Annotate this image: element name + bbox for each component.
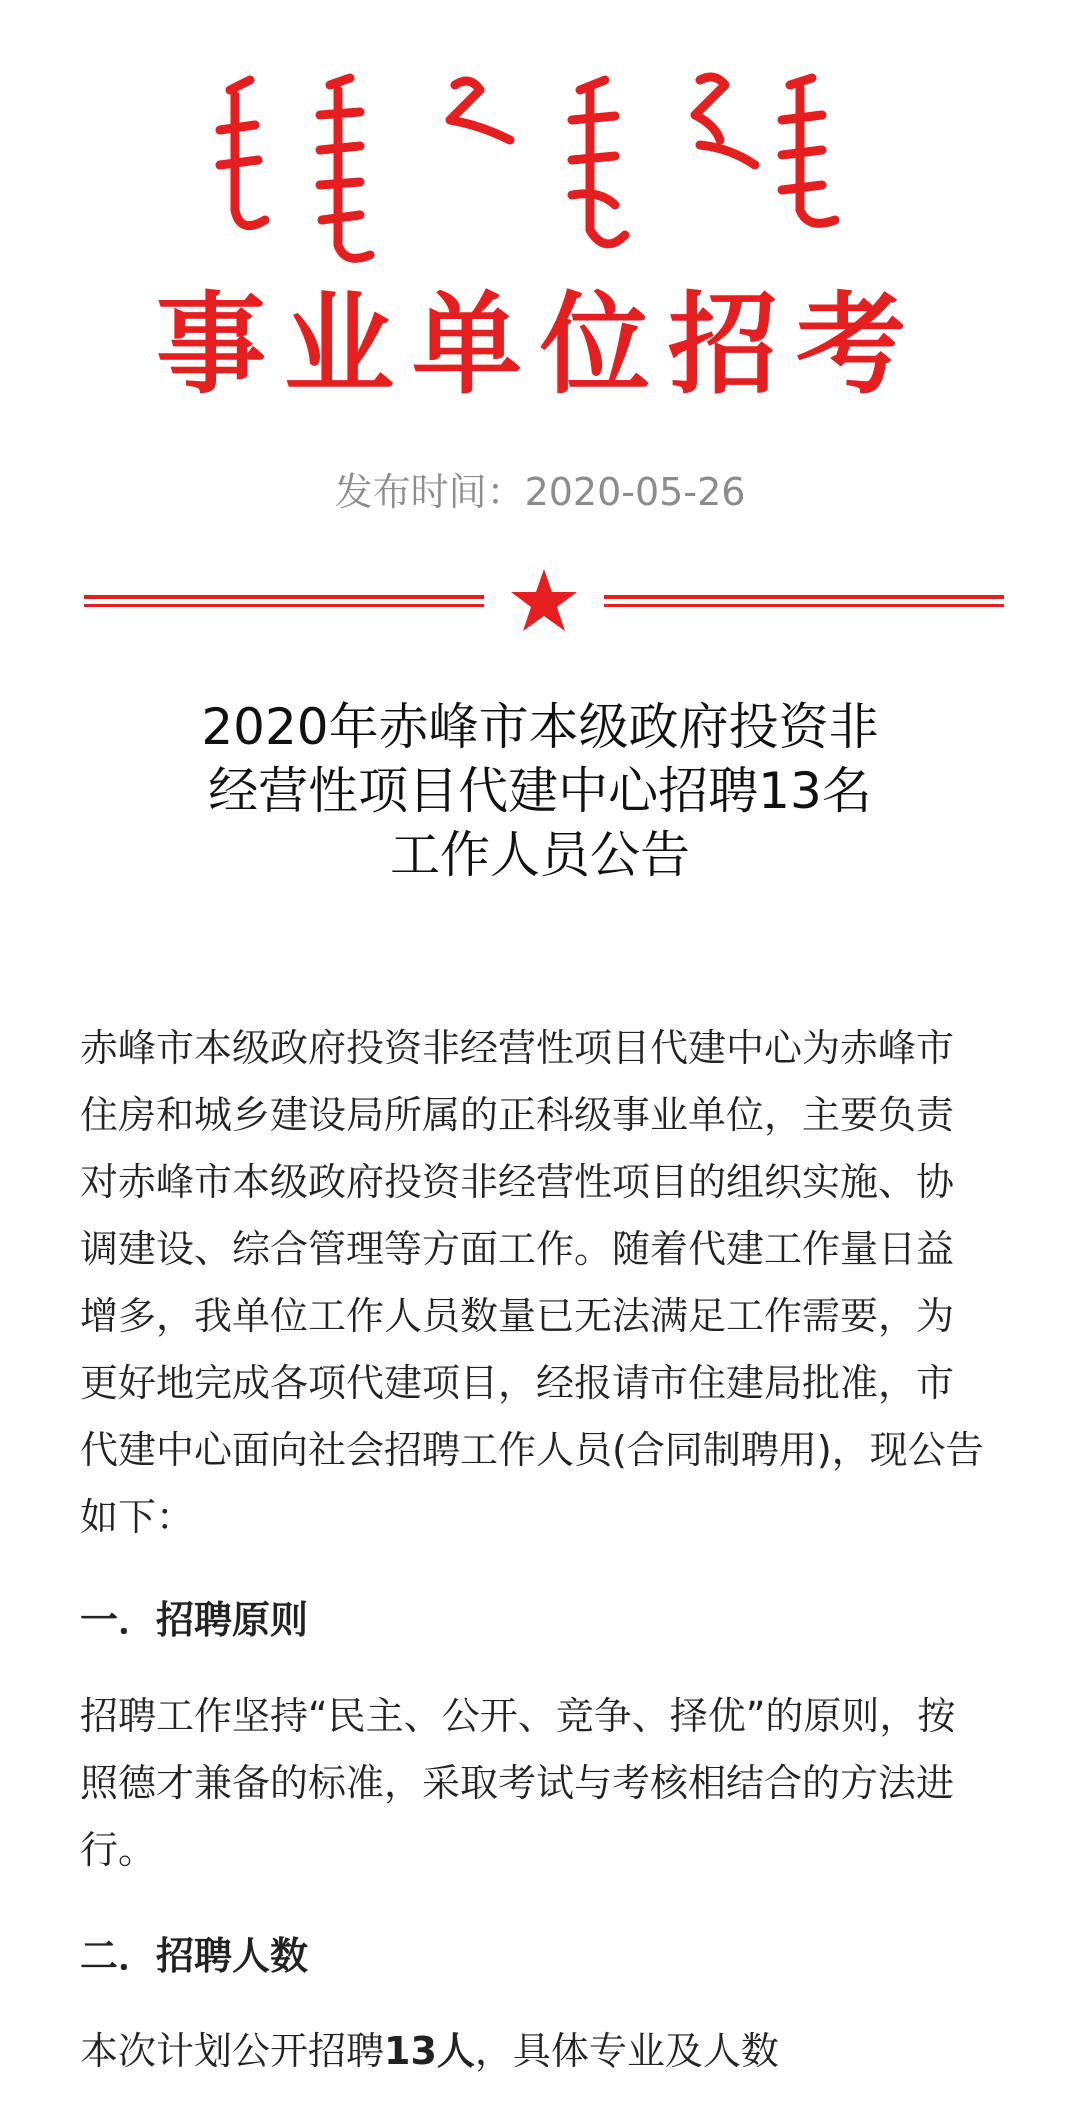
headcount-paragraph <box>80 2018 1010 2085</box>
mongolian-script-icon <box>210 70 870 270</box>
principles-line: 照德才兼备的标准，采取考试与考核相结合的方法进 <box>80 1761 955 1805</box>
headcount-suffix: ，具体专业及人数 <box>474 2029 779 2073</box>
banner-title: 事业单位招考 <box>156 280 924 409</box>
intro-paragraph <box>80 1015 1010 1551</box>
article-title <box>120 695 960 887</box>
principles-line: 行。 <box>80 1828 157 1872</box>
intro-line: 住房和城乡建设局所属的正科级事业单位，主要负责 <box>80 1093 955 1137</box>
star-icon <box>511 569 577 631</box>
article-title-line: 经营性项目代建中心招聘13名 <box>208 762 872 820</box>
section-heading-principles: 一．招聘原则 <box>80 1598 309 1642</box>
star-divider <box>84 565 1004 635</box>
article-title-line: 2020年赤峰市本级政府投资非 <box>201 698 879 756</box>
intro-line: 调建设、综合管理等方面工作。随着代建工作量日益 <box>80 1227 955 1271</box>
section-heading-headcount: 二．招聘人数 <box>80 1934 309 1978</box>
headcount-number: 13人 <box>384 2029 475 2073</box>
intro-line: 赤峰市本级政府投资非经营性项目代建中心为赤峰市 <box>80 1026 955 1070</box>
headcount-line <box>80 2018 1010 2085</box>
publish-time: 发布时间：2020-05-26 <box>334 470 746 514</box>
article-title-line: 工作人员公告 <box>390 826 690 884</box>
intro-line: 更好地完成各项代建项目，经报请市住建局批准，市 <box>80 1361 955 1405</box>
principles-line: 招聘工作坚持“民主、公开、竞争、择优”的原则，按 <box>80 1694 956 1738</box>
headcount-prefix: 本次计划公开招聘 <box>80 2029 385 2073</box>
principles-paragraph <box>80 1683 1010 1884</box>
intro-line: 如下： <box>80 1495 195 1539</box>
intro-line: 代建中心面向社会招聘工作人员(合同制聘用)，现公告 <box>80 1428 984 1472</box>
intro-line: 对赤峰市本级政府投资非经营性项目的组织实施、协 <box>80 1160 955 1204</box>
intro-line: 增多，我单位工作人员数量已无法满足工作需要，为 <box>80 1294 955 1338</box>
